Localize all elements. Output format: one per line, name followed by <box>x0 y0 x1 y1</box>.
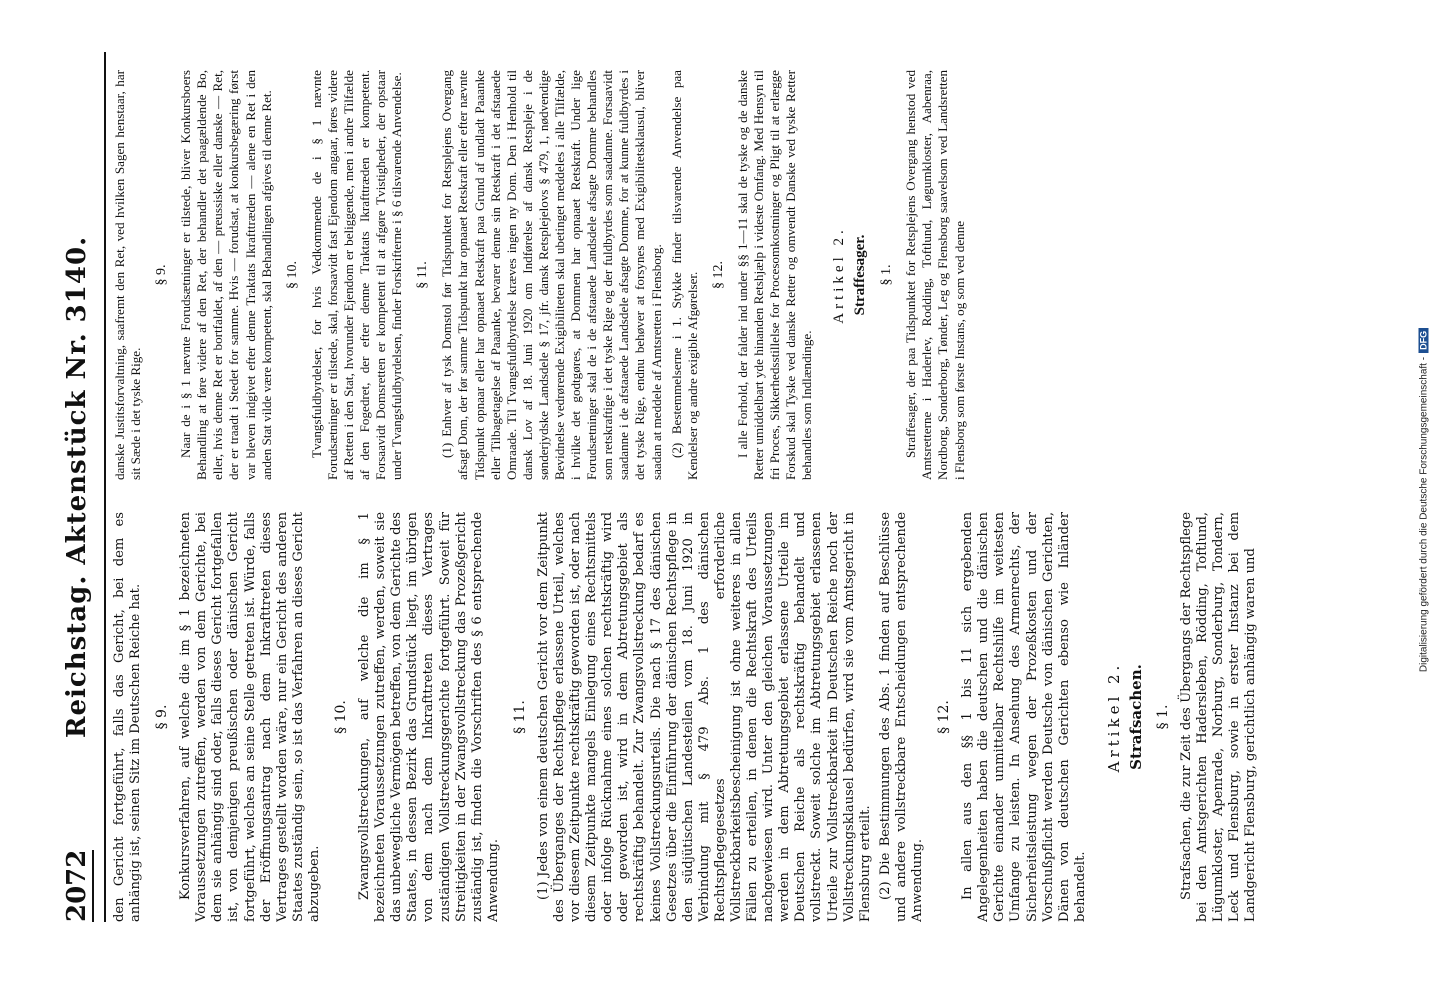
paragraph: Naar de i § 1 nævnte Forudsætninger er tilstede, bliver Konkursboers Behandling at føre videre af den Ret, der behandler det paagældende Bo, eller, hvis denne Ret er bortfaldet, af den — preussiske eller danske — Ret, der er traadt i Stedet for samme. Hvis — forudsat, at konkursbegæring først var bleven indgivet efter denne Traktats Ikrafttræden — alene en Ret i den anden Stat vilde være kompetent, skal Behandlingen afgives til denne Ret. <box>178 70 274 480</box>
paragraph: den Gericht fortgeführt, falls das Gericht, bei dem es anhängig ist, seinen Sitz im Deutschen Reiche hat. <box>112 512 144 922</box>
paragraph: (1) Enhver af tysk Domstol før Tidspunktet for Retsplejens Overgang afsagt Dom, der før samme Tidspunkt har opnaaet Retskraft eller efter nævnte Tidspunkt opnaar eller har opnaaet Retskraft paa Grund af undladt Paaanke eller Tilbagetagelse af Paaanke, bevarer denne sin Retskraft i det afstaaede Omraade. Til Tvangsfuldbyrdelse kræves ingen ny Dom. Den i Henhold til dansk Lov af 18. Juni 1920 om Indførelse af dansk Retspleje i de sønderjydske Landsdele § 17, jfr. dansk Retsplejelovs § 479, 1, nødvendige Bevidnelse vedrørende Exigibiliteten skal ubetinget meddeles i alle Tilfælde, i hvilke det godtgøres, at Dommen har opnaaet Retskraft. Under lige Forudsætninger skal de i de afstaaede Landsdele afsagte Domme behandles som retskraftige i det tyske Rige og der fuldbyrdes som saadanne. Forsaavidt saadanne i de afstaaede Landsdele afsagte Domme, for at kunne fuldbyrdes i det tyske Rige, endnu behøver at forsynes med Exigibilitetsklausul, bliver saadan at meddele af Amtsretten i Flensborg. <box>439 70 664 480</box>
paragraph: danske Justitsforvaltning, saafremt den Ret, ved hvilken Sagen henstaar, har sit Sæde i det tyske Rige. <box>112 70 144 480</box>
digitization-credit <box>1415 0 1433 1000</box>
paragraph: (2) Die Bestimmungen des Abs. 1 finden auf Beschlüsse und andere vollstreckbare Entscheidungen entsprechende Anwendung. <box>877 512 926 922</box>
document-title: Reichstag. Aktenstück Nr. 3140. <box>62 235 92 739</box>
paragraph: In allen aus den §§ 1 bis 11 sich ergebenden Angelegenheiten haben die deutschen und die dänischen Gerichte einander unmittelbar Rechtshilfe im weitesten Umfange zu leisten. In Ansehung des Armenrechts, der Sicherheitsleistung wegen der Prozeßkosten und der Vorschußpflicht werden Deutsche von dänischen Gerichten, Dänen von deutschen Gerichten ebenso wie Inländer behandelt. <box>960 512 1088 922</box>
section-heading: § 12. <box>710 261 726 289</box>
paragraph: Tvangsfuldbyrdelser, for hvis Vedkommende de i § 1 nævnte Forudsætninger er tilstede, skal, forsaavidt fast Ejendom angaar, føres videre af Retten i den Stat, hvorunder Ejendom er beliggende, men i andre Tilfælde af den Fogedret, der efter denne Traktats Ikrafttræden er kompetent. Forsaavidt Domsretten er kompetent til at afgøre Tvistigheder, der opstaar under Tvangsfuldbyrdelsen, finder Forskrifterne i § 6 tilsvarende Anvendelse. <box>308 70 405 480</box>
section-heading: § 12. <box>936 700 953 734</box>
section-heading: § 11. <box>415 261 431 289</box>
header-rule <box>104 52 106 922</box>
article-heading: Artikel 2. <box>831 226 848 324</box>
section-heading: § 11. <box>511 700 528 734</box>
paragraph: Strafsachen, die zur Zeit des Übergangs der Rechtspflege bei den Amtsgerichten Hadersleben, Rödding, Toftlund, Lügumkloster, Apenrade, Norburg, Sonderburg, Tondern, Leck und Flensburg, sowie in erster Instanz bei dem Landgericht Flensburg, gerichtlich anhängig waren und <box>1178 512 1259 922</box>
credit-text: Digitalisierung gefördert durch die Deutsche Forschungsgemeinschaft - <box>1418 356 1430 673</box>
paragraph: Zwangsvollstreckungen, auf welche die im § 1 bezeichneten Voraussetzungen zutreffen, werden, soweit sie das unbewegliche Vermögen betreffen, von dem Gerichte des Staates, in dessen Bezirk das Grundstück liegt, im übrigen von dem nach dem Inkrafttreten dieses Vertrages zuständigen Vollstreckungsgerichte fortgeführt. Soweit für Streitigkeiten in der Zwangsvollstreckung das Prozeßgericht zuständig ist, finden die Vorschriften des § 6 entsprechende Anwendung. <box>357 512 501 922</box>
section-heading: § 9. <box>154 704 171 730</box>
paragraph: (1) Jedes von einem deutschen Gericht vor dem Zeitpunkt des Überganges der Rechtspflege erlassene Urteil, welches vor diesem Zeitpunkte rechtskräftig geworden ist, oder nach diesem Zeitpunkte mangels Einlegung eines Rechtsmittels oder infolge Rücknahme eines solchen rechtskräftig wird oder geworden ist, wird in dem Abtretungsgebiet als rechtskräftig behandelt. Zur Zwangsvollstreckung bedarf es keines Vollstreckungsurteils. Die nach § 17 des dänischen Gesetzes über die Einführung der dänischen Rechtspflege in den südjütischen Landesteilen vom 18. Juni 1920 in Verbindung mit § 479 Abs. 1 des dänischen Rechtspflegegesetzes erforderliche Vollstreckbarkeitsbescheinigung ist ohne weiteres in allen Fällen zu erteilen, in denen die Rechtskraft des Urteils nachgewiesen wird. Unter den gleichen Voraussetzungen werden in dem Abtretungsgebiet erlassene Urteile im Deutschen Reiche als rechtskräftig behandelt und vollstreckt. Soweit solche im Abtretungsgebiet erlassenen Urteile zur Vollstreckbarkeit im Deutschen Reiche noch der Vollstreckungsklausel bedürfen, wird sie vom Amtsgericht in Flensburg erteilt. <box>535 512 873 922</box>
german-text-column <box>112 512 1384 922</box>
paragraph: I alle Forhold, der falder ind under §§ 1—11 skal de tyske og de danske Retter umiddelbart yde hinanden Retshjælp i videste Omfang. Med Hensyn til fri Proces, Sikkerhedsstillelse for Procesomkostninger og Pligt til at erlægge Forskud skal Tyske ved danske Retter og omvendt Danske ved tyske Retter behandles som Indlændinge. <box>734 70 815 480</box>
article-heading: Artikel 2. <box>1104 661 1123 773</box>
section-heading: § 1. <box>879 264 895 286</box>
paragraph: Straffesager, der paa Tidspunktet for Retsplejens Overgang henstod ved Amtsretterne i Haderlev, Rodding, Toftlund, Løgumkloster, Aabenraa, Nordborg, Sonderborg, Tønder, Leg og Flensborg saavelsom ved Landsretten i Flensborg som første Instans, og som ved denne <box>903 70 967 480</box>
article-subtitle: Strafsachen. <box>1126 664 1145 770</box>
paragraph: Konkursverfahren, auf welche die im § 1 bezeichneten Voraussetzungen zutreffen, werden von dem Gerichte, bei dem sie anhängig sind oder, falls dieses Gericht fortgefallen ist, von demjenigen preußischen oder dänischen Gericht fortgeführt, welches an seine Stelle getreten ist. Würde, falls der Eröffnungsantrag nach dem Inkrafttreten dieses Vertrages gestellt worden wäre, nur ein Gericht des anderen Staates zuständig sein, so ist das Verfahren an dieses Gericht abzugeben. <box>178 512 322 922</box>
section-heading: § 9. <box>154 264 170 286</box>
section-heading: § 10. <box>284 261 300 289</box>
section-heading: § 10. <box>333 700 350 734</box>
article-subtitle: Straffesager. <box>852 234 869 316</box>
paragraph: (2) Bestemmelserne i 1. Stykke finder tilsvarende Anvendelse paa Kendelser og andre exigible Afgørelser. <box>668 70 700 480</box>
page-header <box>62 52 102 922</box>
danish-text-column <box>112 70 1384 480</box>
section-heading: § 1. <box>1154 704 1171 730</box>
page-number: 2072 <box>62 849 92 922</box>
dfg-logo-badge: DFG <box>1419 328 1429 353</box>
